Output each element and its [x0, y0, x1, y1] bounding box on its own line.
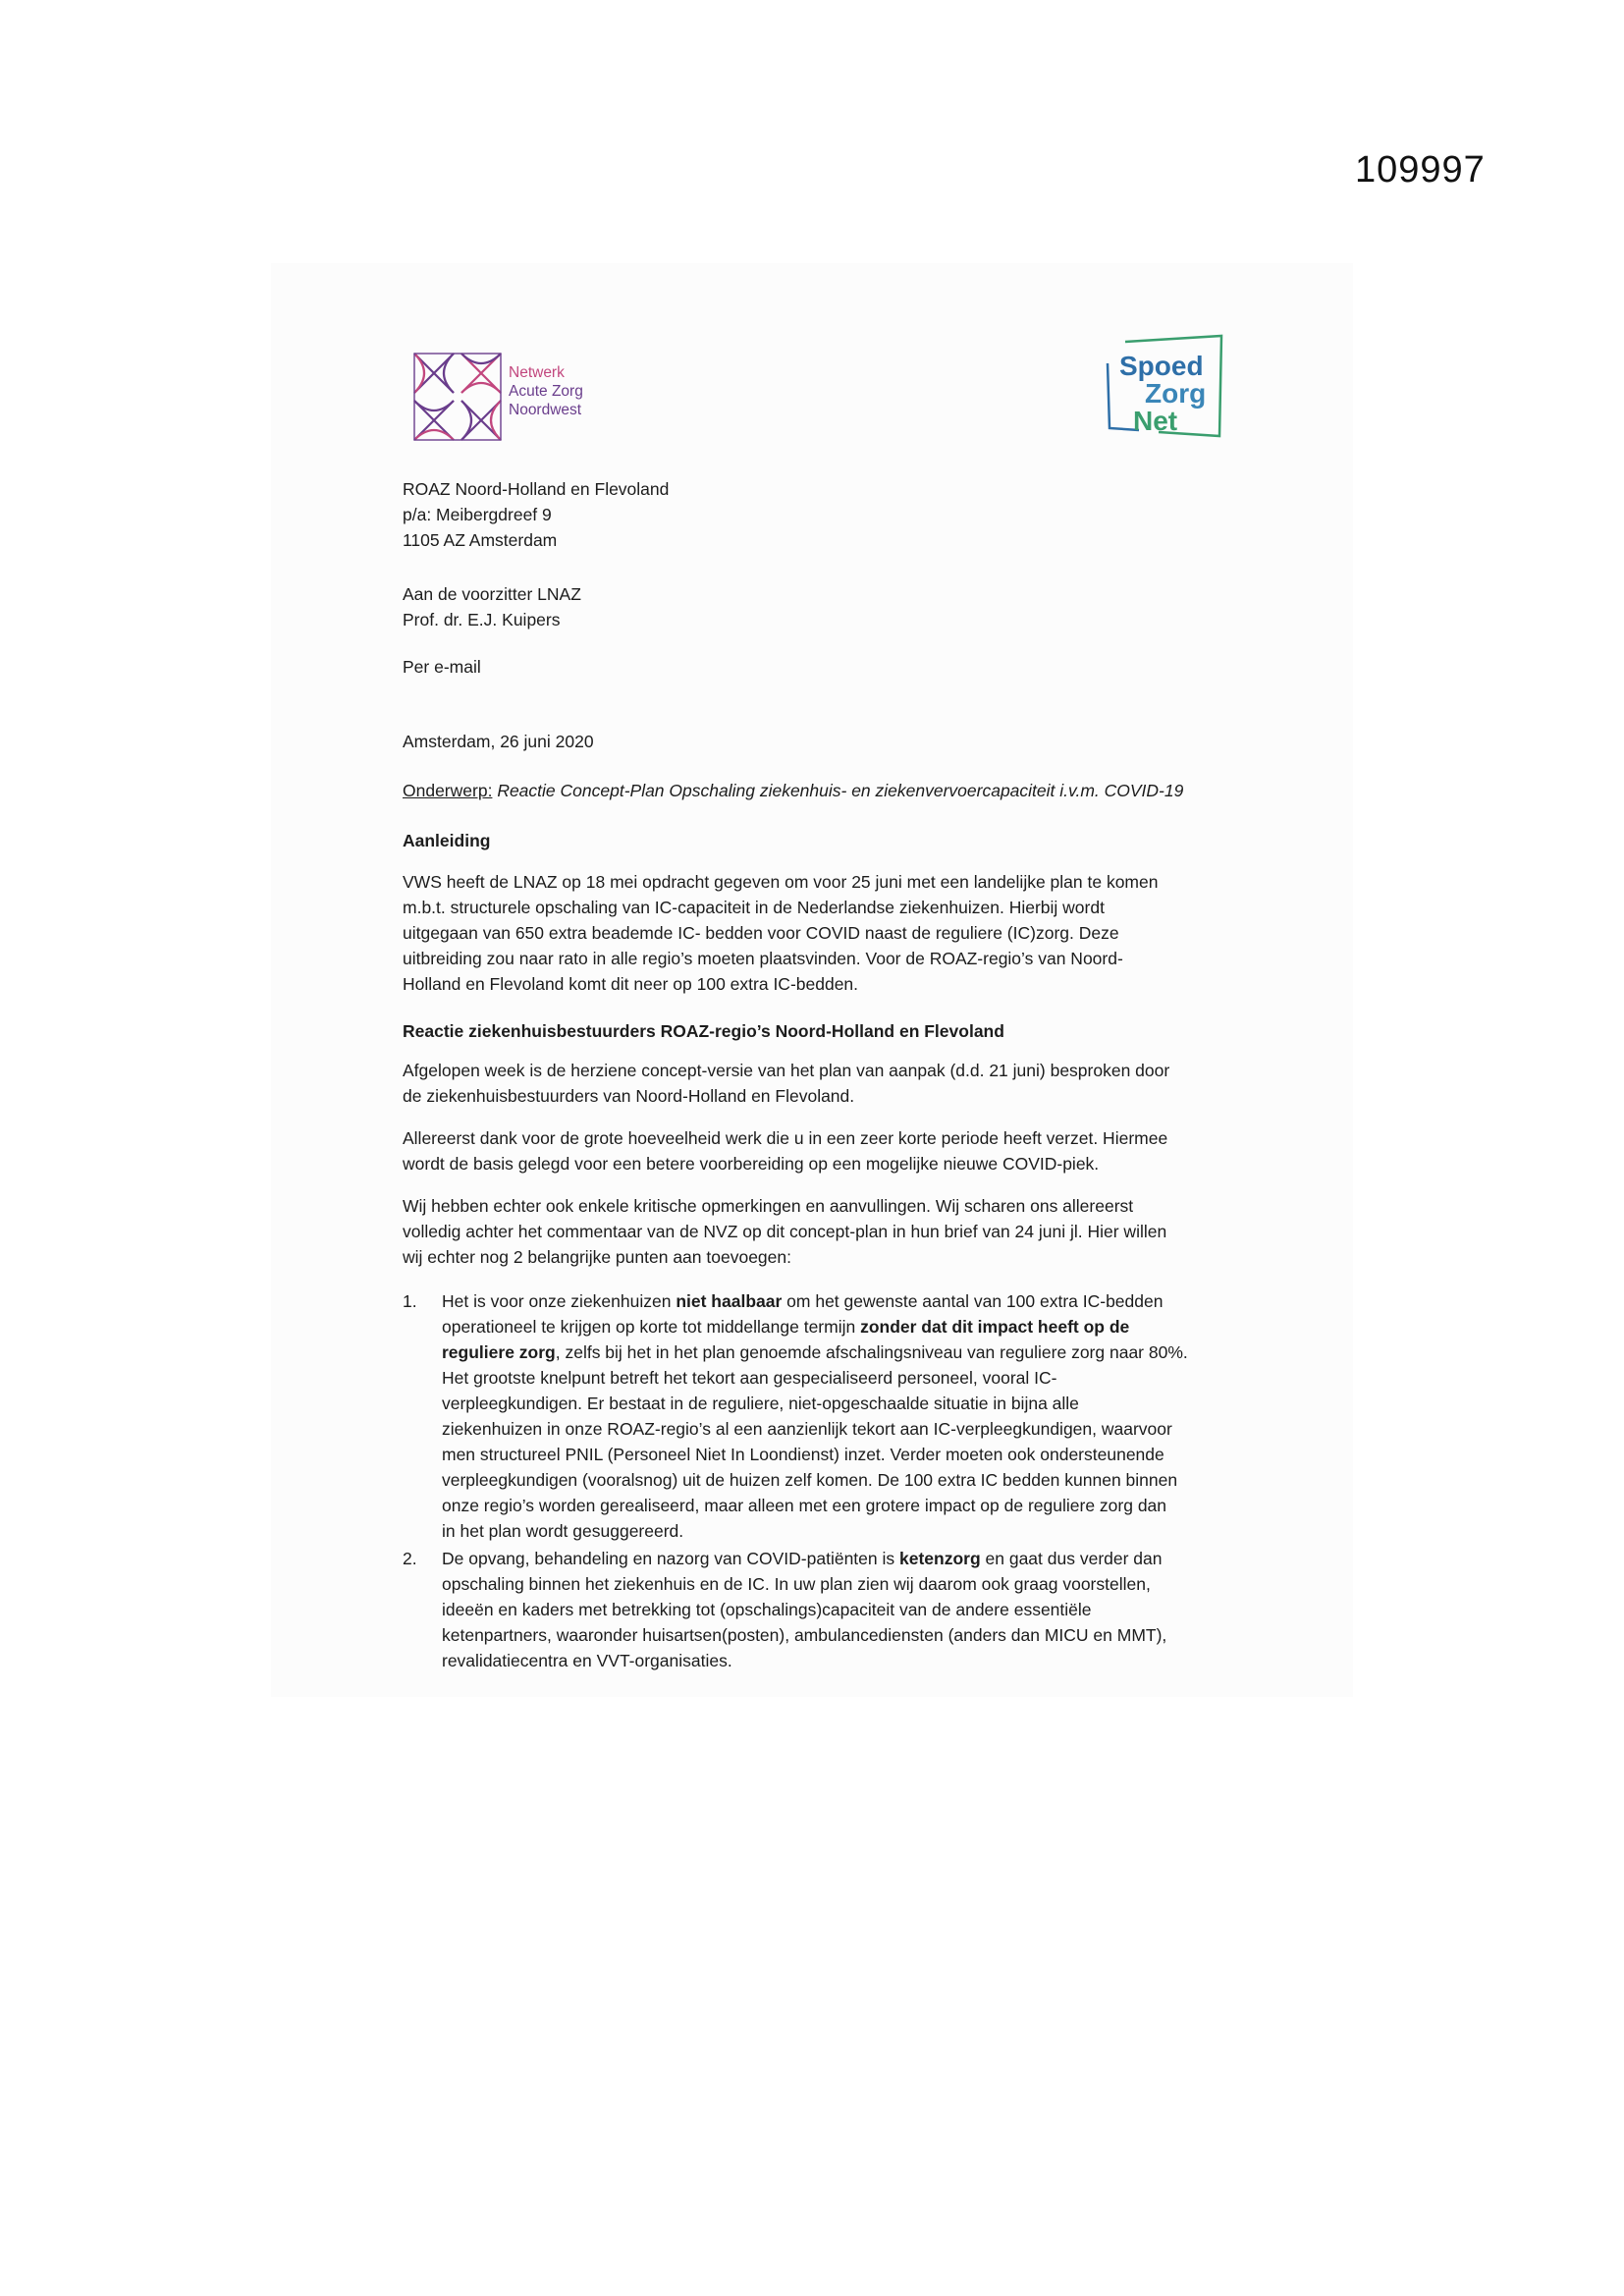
netwerk-acute-zorg-logo [410, 350, 607, 444]
svg-text:Net: Net [1133, 406, 1178, 436]
svg-text:Spoed: Spoed [1119, 351, 1204, 381]
azn-logo-text: Netwerk Acute Zorg Noordwest [509, 364, 583, 418]
list-number: 1. [403, 1291, 417, 1311]
list-item: 2. De opvang, behandeling en nazorg van COVID-patiënten is ketenzorg en gaat dus verder dan opschaling binnen het ziekenhuis en de IC. In uw plan zien wij daarom ook graag voorstellen, ideeën en kaders met betrekking tot (opschalings)capaciteit van de andere essentiële ketenpartners, waaronder huisartsen(posten), ambulancediensten (anders dan MICU en MMT), revalidatiecentra en VVT-organisaties. [403, 1546, 1247, 1673]
section-heading-aanleiding: Aanleiding [403, 831, 491, 850]
azn-logo-mark [410, 350, 505, 444]
paragraph-concept-versie: Afgelopen week is de herziene concept-versie van het plan van aanpak (d.d. 21 juni) besproken door de ziekenhuisbestuurders van Noord-Holland en Flevoland. [403, 1061, 1170, 1106]
szn-logo-mark [1100, 334, 1227, 442]
paragraph-opmerkingen: Wij hebben echter ook enkele kritische opmerkingen en aanvullingen. Wij scharen ons allereerst volledig achter het commentaar van de NVZ op dit concept-plan in hun brief van 24 juni jl. Hier willen wij echter nog 2 belangrijke punten aan toevoegen: [403, 1196, 1167, 1267]
numbered-list [403, 1288, 1247, 1673]
paragraph-aanleiding: VWS heeft de LNAZ op 18 mei opdracht gegeven om voor 25 juni met een landelijke plan te komen m.b.t. structurele opschaling van IC-capaciteit in de Nederlandse ziekenhuizen. Hierbij wordt uitgegaan van 650 extra beademde IC- bedden voor COVID naast de reguliere (IC)zorg. Deze uitbreiding zou naar rato in alle regio’s moeten plaatsvinden. Voor de ROAZ-regio’s van Noord- Holland en Flevoland komt dit neer op 100 extra IC-bedden. [403, 872, 1159, 994]
subject-value: Reactie Concept-Plan Opschaling ziekenhuis- en ziekenvervoercapaciteit i.v.m. COVID-19 [497, 781, 1184, 800]
section-heading-reactie: Reactie ziekenhuisbestuurders ROAZ-regio’s Noord-Holland en Flevoland [403, 1021, 1004, 1041]
subject-line [403, 778, 1237, 803]
spoedzorgnet-logo [1100, 334, 1227, 442]
delivery-method: Per e-mail [403, 657, 481, 677]
paragraph-dank: Allereerst dank voor de grote hoeveelheid werk die u in een zeer korte periode heeft verzet. Hiermee wordt de basis gelegd voor een betere voorbereiding op een mogelijke nieuwe COVID-piek. [403, 1128, 1168, 1174]
list-number: 2. [403, 1549, 417, 1568]
subject-label: Onderwerp: [403, 781, 493, 800]
letter-date: Amsterdam, 26 juni 2020 [403, 732, 594, 751]
list-item: 1. Het is voor onze ziekenhuizen niet haalbaar om het gewenste aantal van 100 extra IC-bedden operationeel te krijgen op korte tot middellange termijn zonder dat dit impact heeft op de reguliere zorg, zelfs bij het in het plan genoemde afschalingsniveau van reguliere zorg naar 80%. Het grootste knelpunt betreft het tekort aan gespecialiseerd personeel, vooral IC- verpleegkundigen. Er bestaat in de reguliere, niet-opgeschaalde situatie in bijna alle ziekenhuizen in onze ROAZ-regio’s al een aanzienlijk tekort aan IC-verpleegkundigen, waarvoor men structureel PNIL (Personeel Niet In Loondienst) inzet. Verder moeten ook ondersteunende verpleegkundigen (vooralsnog) uit de huizen zelf komen. De 100 extra IC bedden kunnen binnen onze regio’s worden gerealiseerd, maar alleen met een grotere impact op de reguliere zorg dan in het plan wordt gesuggereerd. [403, 1288, 1247, 1544]
svg-text:Zorg: Zorg [1145, 378, 1207, 409]
recipient-address: Aan de voorzitter LNAZ Prof. dr. E.J. Kuipers [403, 584, 581, 629]
sender-address: ROAZ Noord-Holland en Flevoland p/a: Meibergdreef 9 1105 AZ Amsterdam [403, 479, 670, 550]
document-number: 109997 [1355, 149, 1486, 191]
